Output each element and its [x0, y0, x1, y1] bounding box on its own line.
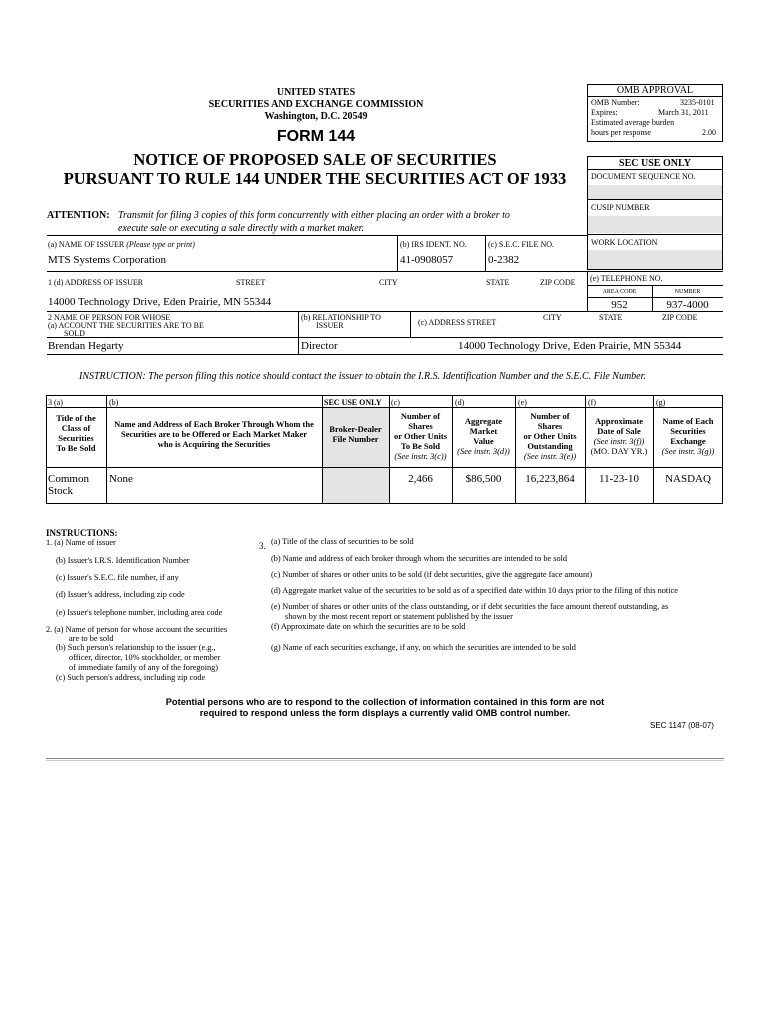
header-broker: Name and Address of Each Broker Through Whom the Securities are to be Offered or Each Market Maker who is Acquiring the Securities — [114, 419, 314, 449]
person-address-label: (c) ADDRESS STREET — [418, 318, 497, 327]
form-title-line1: NOTICE OF PROPOSED SALE OF SECURITIES — [133, 150, 497, 169]
sec-file-number[interactable]: 0-2382 — [488, 254, 520, 266]
person-name[interactable]: Brendan Hegarty — [48, 340, 124, 352]
header-market-value: Aggregate Market Value (See instr. 3(d)) — [457, 416, 510, 456]
issuer-address[interactable]: 14000 Technology Drive, Eden Prairie, MN 55344 — [48, 296, 272, 308]
instr-right-c: (c) Number of shares or other units to be sold (if debt securities, give the aggregate face amount) — [271, 570, 593, 579]
omb-expires: March 31, 2011 — [658, 108, 709, 117]
instr-right-b: (b) Name and address of each broker through whom the securities are intended to be sold — [271, 554, 568, 563]
irs-number[interactable]: 41-0908057 — [400, 254, 454, 266]
instr-left-11: (c) Such person's address, including zip code — [56, 673, 206, 682]
col-id-c: (c) — [391, 398, 400, 407]
instr-left-4: (d) Issuer's address, including zip code — [56, 590, 185, 599]
form-code: SEC 1147 (08-07) — [650, 721, 714, 730]
phone-number-label: NUMBER — [674, 289, 701, 295]
person-name-label-line3: SOLD — [64, 329, 85, 338]
street-label: STREET — [236, 278, 266, 287]
person-zip-label: ZIP CODE — [662, 313, 698, 322]
omb-number-label: OMB Number: — [591, 98, 640, 107]
phone-number[interactable]: 937-4000 — [666, 299, 709, 311]
header-outstanding: Number of Shares or Other Units Outstanding (See instr. 3(e)) — [523, 411, 577, 461]
instructions-title: INSTRUCTIONS: — [46, 528, 118, 538]
person-address[interactable]: 14000 Technology Drive, Eden Prairie, MN 55344 — [458, 340, 682, 352]
instr-left-6: 2. (a) Name of person for whose account the securities — [46, 625, 228, 634]
row-outstanding[interactable]: 16,223,864 — [525, 473, 575, 485]
cusip-label: CUSIP NUMBER — [591, 203, 650, 212]
row-exchange[interactable]: NASDAQ — [665, 473, 711, 485]
instr-right-e: (e) Number of shares or other units of the class outstanding, or if debt securities the face amount thereof outstanding, as — [271, 602, 669, 611]
row-value[interactable]: $86,500 — [465, 473, 502, 485]
instr-left-3: (c) Issuer's S.E.C. file number, if any — [56, 573, 179, 582]
state-label: STATE — [486, 278, 510, 287]
relationship-label-line1: (b) RELATIONSHIP TO — [301, 313, 381, 322]
header-exchange: Name of Each Securities Exchange (See instr. 3(g)) — [661, 416, 715, 456]
instr-left-1: 1. (a) Name of issuer — [46, 538, 116, 547]
city-label: CITY — [379, 278, 398, 287]
person-state-label: STATE — [599, 313, 623, 322]
instr-num-3: 3. — [259, 541, 266, 551]
omb-burden-hours: 2.00 — [702, 128, 716, 137]
header-agency: SECURITIES AND EXCHANGE COMMISSION — [208, 99, 424, 110]
issuer-name-hint: (Please type or print) — [126, 240, 195, 249]
col-id-a: 3 (a) — [48, 398, 63, 407]
col-id-d: (d) — [455, 398, 465, 407]
row-broker[interactable]: None — [109, 473, 133, 485]
instruction-text: INSTRUCTION: The person filing this notice should contact the issuer to obtain the I.R.S. Identification Number and the S.E.C. File Number. — [79, 371, 646, 382]
area-code-label: AREA CODE — [602, 289, 637, 295]
col-id-b: (b) — [109, 398, 119, 407]
instr-left-8: (b) Such person's relationship to the issuer (e.g., — [56, 643, 216, 652]
instr-left-7: are to be sold — [69, 634, 114, 643]
person-name-label-line2: (a) ACCOUNT THE SECURITIES ARE TO BE — [48, 321, 204, 330]
issuer-name[interactable]: MTS Systems Corporation — [48, 254, 166, 266]
telephone-label: (e) TELEPHONE NO. — [590, 274, 663, 283]
row-class-line1[interactable]: Common — [48, 473, 89, 485]
header-date-of-sale: Approximate Date of Sale (See instr. 3(f)) (MO. DAY YR.) — [590, 416, 648, 456]
instr-right-e2: shown by the most recent report or statement published by the issuer — [285, 612, 513, 621]
zip-label: ZIP CODE — [540, 278, 576, 287]
form-title-line2: PURSUANT TO RULE 144 UNDER THE SECURITIES ACT OF 1933 — [63, 169, 567, 188]
issuer-name-label-text: (a) NAME OF ISSUER — [48, 240, 125, 249]
area-code[interactable]: 952 — [611, 299, 628, 311]
instr-right-d: (d) Aggregate market value of the securities to be sold as of a specified date within 10 days prior to the filing of this notice — [271, 586, 678, 595]
issuer-address-label: 1 (d) ADDRESS OF ISSUER — [48, 278, 144, 287]
irs-label: (b) IRS IDENT. NO. — [400, 240, 467, 249]
form-number: FORM 144 — [276, 128, 356, 145]
instr-left-10: of immediate family of any of the foregoing) — [69, 663, 219, 672]
row-class-line2[interactable]: Stock — [48, 485, 74, 497]
instr-right-g: (g) Name of each securities exchange, if any, on which the securities are intended to be sold — [271, 643, 576, 652]
header-city: Washington, D.C. 20549 — [264, 111, 368, 122]
attention-line2: execute sale or executing a sale directly with a market maker. — [118, 223, 364, 234]
row-date[interactable]: 11-23-10 — [599, 473, 639, 485]
sec-file-label: (c) S.E.C. FILE NO. — [488, 240, 554, 249]
row-shares[interactable]: 2,466 — [408, 473, 433, 485]
instr-right-a: (a) Title of the class of securities to be sold — [271, 537, 414, 546]
person-city-label: CITY — [543, 313, 562, 322]
header-broker-dealer: Broker-Dealer File Number — [329, 424, 382, 444]
header-class: Title of the Class of Securities To Be Sold — [56, 413, 96, 453]
sec-use-only-title: SEC USE ONLY — [619, 158, 691, 169]
col-id-f: (f) — [588, 398, 596, 407]
footer-notice-line2: required to respond unless the form displays a currently valid OMB control number. — [199, 708, 571, 718]
person-name-label-line1: 2 NAME OF PERSON FOR WHOSE — [48, 313, 171, 322]
header-country: UNITED STATES — [276, 87, 356, 98]
col-sec-use-only: SEC USE ONLY — [324, 398, 382, 407]
header-shares-to-sell: Number of Shares or Other Units To Be Sold (See instr. 3(c)) — [393, 411, 448, 461]
omb-title: OMB APPROVAL — [616, 85, 694, 96]
attention-label: ATTENTION: — [47, 210, 110, 221]
issuer-name-label — [48, 240, 195, 249]
instr-right-f: (f) Approximate date on which the securities are to be sold — [271, 622, 466, 631]
relationship[interactable]: Director — [301, 340, 338, 352]
instr-left-2: (b) Issuer's I.R.S. Identification Number — [56, 556, 190, 565]
col-id-e: (e) — [518, 398, 527, 407]
attention-line1: Transmit for filing 3 copies of this form concurrently with either placing an order with a broker to — [118, 210, 510, 221]
instr-left-5: (e) Issuer's telephone number, including area code — [56, 608, 223, 617]
work-location-label: WORK LOCATION — [591, 238, 658, 247]
omb-number: 3235-0101 — [680, 98, 715, 107]
footer-notice-line1: Potential persons who are to respond to the collection of information contained in this form are not — [165, 697, 605, 707]
omb-burden-line1: Estimated average burden — [591, 118, 675, 127]
col-id-g: (g) — [656, 398, 666, 407]
relationship-label-line2: ISSUER — [316, 321, 344, 330]
omb-burden-label: hours per response — [591, 128, 651, 137]
document-sequence-label: DOCUMENT SEQUENCE NO. — [591, 172, 696, 181]
instr-left-9: officer, director, 10% stockholder, or member — [69, 653, 221, 662]
omb-expires-label: Expires: — [591, 108, 618, 117]
